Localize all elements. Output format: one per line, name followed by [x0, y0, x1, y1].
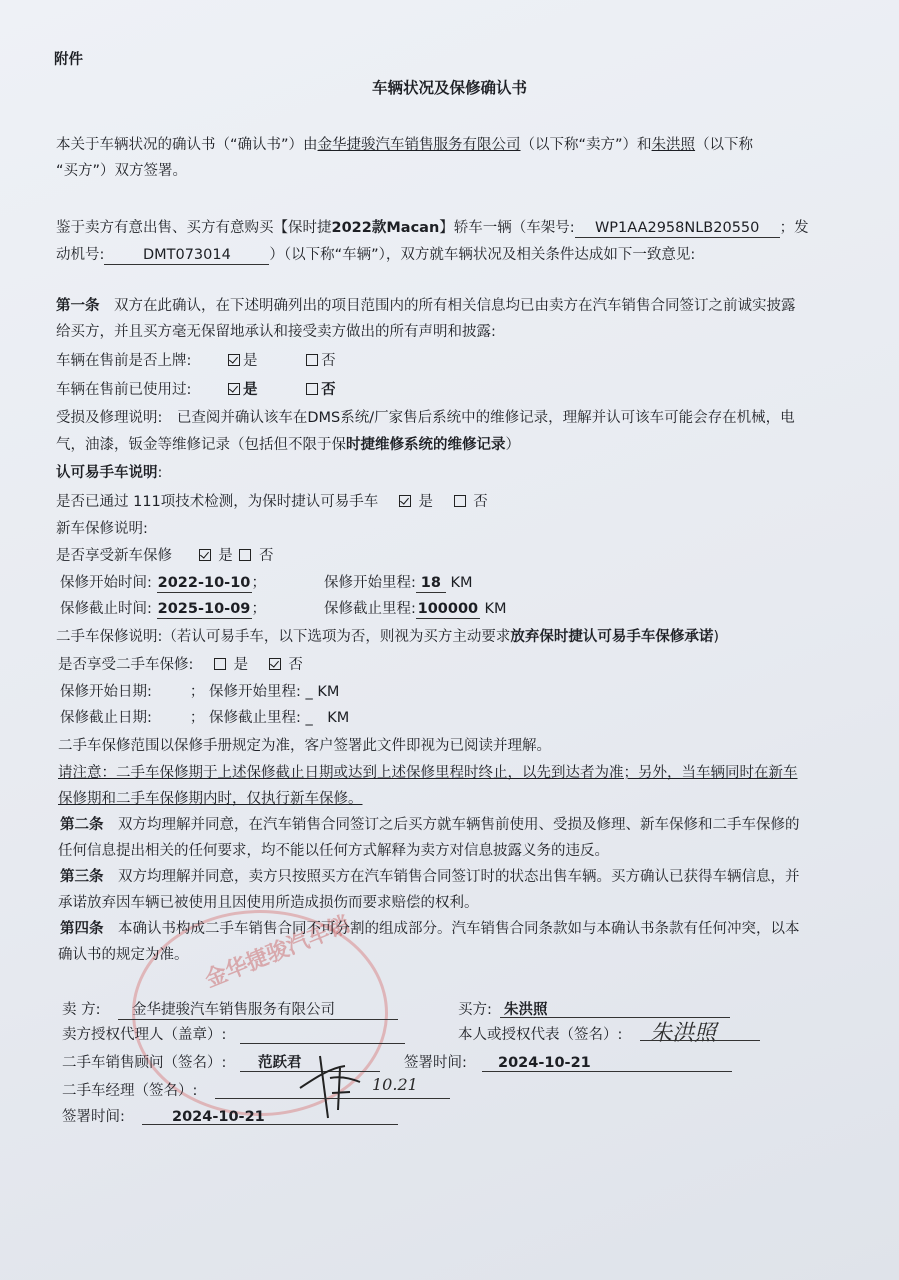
manager-signature-scribble	[290, 1048, 370, 1126]
registered-row: 车辆在售前是否上牌: 是 否	[56, 353, 336, 369]
seller-signature-name: 金华捷骏汽车销售服务有限公司	[132, 1002, 335, 1018]
new-warranty-start-km: 18	[416, 574, 446, 593]
used-warranty-end-row: 保修截止日期: ； 保修截止里程: _ KM	[60, 710, 350, 726]
new-warranty-enjoy-row: 是否享受新车保修 是 否	[56, 548, 274, 564]
company-seal-text: 金华捷骏汽车销	[201, 911, 354, 993]
vehicle-model: 2022款Macan	[331, 220, 440, 236]
consultant-label: 二手车销售顾问（签名）:	[62, 1055, 227, 1071]
new-warranty-end-row: 保修截止时间: 2025-10-09；	[60, 601, 266, 617]
new-warranty-heading: 新车保修说明:	[56, 521, 148, 537]
certified-heading: 认可易手车说明:	[56, 465, 163, 481]
certified-test-row: 是否已通过 111项技术检测，为保时捷认可易手车 是 否	[56, 494, 488, 510]
sign-time-line	[482, 1071, 732, 1072]
new-warranty-start-date: 2022-10-10	[157, 575, 251, 591]
certified-no-checkbox[interactable]	[454, 495, 466, 507]
seller-agent-line	[240, 1043, 405, 1044]
manager-label: 二手车经理（签名）:	[62, 1083, 198, 1099]
used-warranty-scope: 二手车保修范围以保修手册规定为准，客户签署此文件即视为已阅读并理解。	[58, 738, 551, 754]
vehicle-line-2: 动机号: DMT073014 ）（以下称“车辆”），双方就车辆状况及相关条件达成如下一致意见:	[56, 247, 696, 263]
seller-name: 金华捷骏汽车销售服务有限公司	[317, 137, 521, 153]
new-warranty-end-date: 2025-10-09	[157, 601, 251, 617]
vin-number: WP1AA2958NLB20550	[575, 219, 780, 238]
buyer-handwritten-signature: 朱洪照	[650, 1021, 717, 1046]
consultant-name: 范跃君	[258, 1055, 302, 1071]
article-4-line-2: 确认书的规定为准。	[58, 947, 189, 963]
article-1-line-1: 第一条 双方在此确认，在下述明确列出的项目范围内的所有相关信息均已由卖方在汽车销售合同签订之前诚实披露	[56, 298, 796, 314]
buyer-name: 朱洪照	[651, 137, 696, 153]
sign-time-value-2: 2024-10-21	[172, 1109, 265, 1125]
vehicle-line-1: 鉴于卖方有意出售、买方有意购买【保时捷2022款Macan】轿车一辆（车架号: WP1AA2958NLB20550 ；发	[56, 220, 809, 236]
sign-time-line-2	[142, 1124, 398, 1125]
attachment-label: 附件	[54, 52, 83, 68]
used-warranty-no-checkbox[interactable]	[269, 658, 281, 670]
buyer-signature-name: 朱洪照	[504, 1002, 548, 1018]
buyer-rep-label: 本人或授权代表（签名）:	[458, 1027, 623, 1043]
new-warranty-end-km-row: 保修截止里程: 100000 KM	[324, 601, 507, 617]
used-warranty-yes-checkbox[interactable]	[214, 658, 226, 670]
notice-line-2: 保修期和二手车保修期内时，仅执行新车保修。	[58, 791, 363, 807]
used-warranty-start-row: 保修开始日期: ； 保修开始里程: _ KM	[60, 684, 340, 700]
sign-time-label-2: 签署时间:	[62, 1109, 125, 1125]
sign-time-value: 2024-10-21	[498, 1055, 591, 1071]
article-4-line-1: 第四条 本确认书构成二手车销售合同不可分割的组成部分。汽车销售合同条款如与本确认书条款有任何冲突，以本	[60, 921, 800, 937]
article-3-line-1: 第三条 双方均理解并同意，卖方只按照买方在汽车销售合同签订时的状态出售车辆。买方确认已获得车辆信息，并	[60, 869, 800, 885]
used-yes-checkbox[interactable]	[228, 383, 240, 395]
engine-number: DMT073014	[104, 246, 269, 265]
buyer-label: 买方:	[458, 1002, 492, 1018]
new-warranty-end-km: 100000	[417, 601, 479, 617]
sign-time-label: 签署时间:	[404, 1055, 467, 1071]
manager-line	[215, 1098, 450, 1099]
intro-line-1: 本关于车辆状况的确认书（“确认书”）由金华捷骏汽车销售服务有限公司（以下称“卖方”）和朱洪照（以下称	[56, 137, 754, 153]
document-title: 车辆状况及保修确认书	[371, 79, 527, 97]
article-3-line-2: 承诺放弃因车辆已被使用且因使用所造成损伤而要求赔偿的权利。	[58, 895, 479, 911]
seller-agent-label: 卖方授权代理人（盖章）:	[62, 1027, 227, 1043]
used-no-checkbox[interactable]	[306, 383, 318, 395]
intro-line-2: “买方”）双方签署。	[56, 163, 188, 179]
new-warranty-no-checkbox[interactable]	[239, 549, 251, 561]
seller-label: 卖 方:	[62, 1002, 101, 1018]
article-1-line-2: 给买方，并且买方毫无保留地承认和接受卖方做出的所有声明和披露:	[56, 324, 496, 340]
notice-line-1: 请注意：二手车保修期于上述保修截止日期或达到上述保修里程时终止，以先到达者为准；另外，当车辆同时在新车	[58, 765, 798, 781]
used-warranty-heading: 二手车保修说明:（若认可易手车，以下选项为否，则视为买方主动要求放弃保时捷认可易手车保修承诺)	[56, 629, 720, 645]
registered-no-checkbox[interactable]	[306, 354, 318, 366]
seller-signature-line	[118, 1019, 398, 1020]
buyer-rep-line	[640, 1040, 760, 1041]
certified-yes-checkbox[interactable]	[399, 495, 411, 507]
article-2-line-2: 任何信息提出相关的任何要求，均不能以任何方式解释为卖方对信息披露义务的违反。	[58, 843, 609, 859]
article-2-line-1: 第二条 双方均理解并同意，在汽车销售合同签订之后买方就车辆售前使用、受损及修理、新车保修和二手车保修的	[60, 817, 800, 833]
used-warranty-enjoy-row: 是否享受二手车保修: 是 否	[58, 657, 303, 673]
damage-line-1: 受损及修理说明: 已查阅并确认该车在DMS系统/厂家售后系统中的维修记录，理解并认可该车可能会存在机械，电	[56, 410, 795, 426]
new-warranty-start-row: 保修开始时间: 2022-10-10；	[60, 575, 266, 591]
new-warranty-yes-checkbox[interactable]	[199, 549, 211, 561]
damage-line-2: 气，油漆，钣金等维修记录（包括但不限于保时捷维修系统的维修记录）	[56, 437, 520, 453]
used-row: 车辆在售前已使用过: 是 否	[56, 382, 336, 398]
registered-yes-checkbox[interactable]	[228, 354, 240, 366]
manager-date-handwritten: 10.21	[372, 1075, 418, 1094]
new-warranty-start-km-row: 保修开始里程: 18 KM	[324, 575, 473, 591]
